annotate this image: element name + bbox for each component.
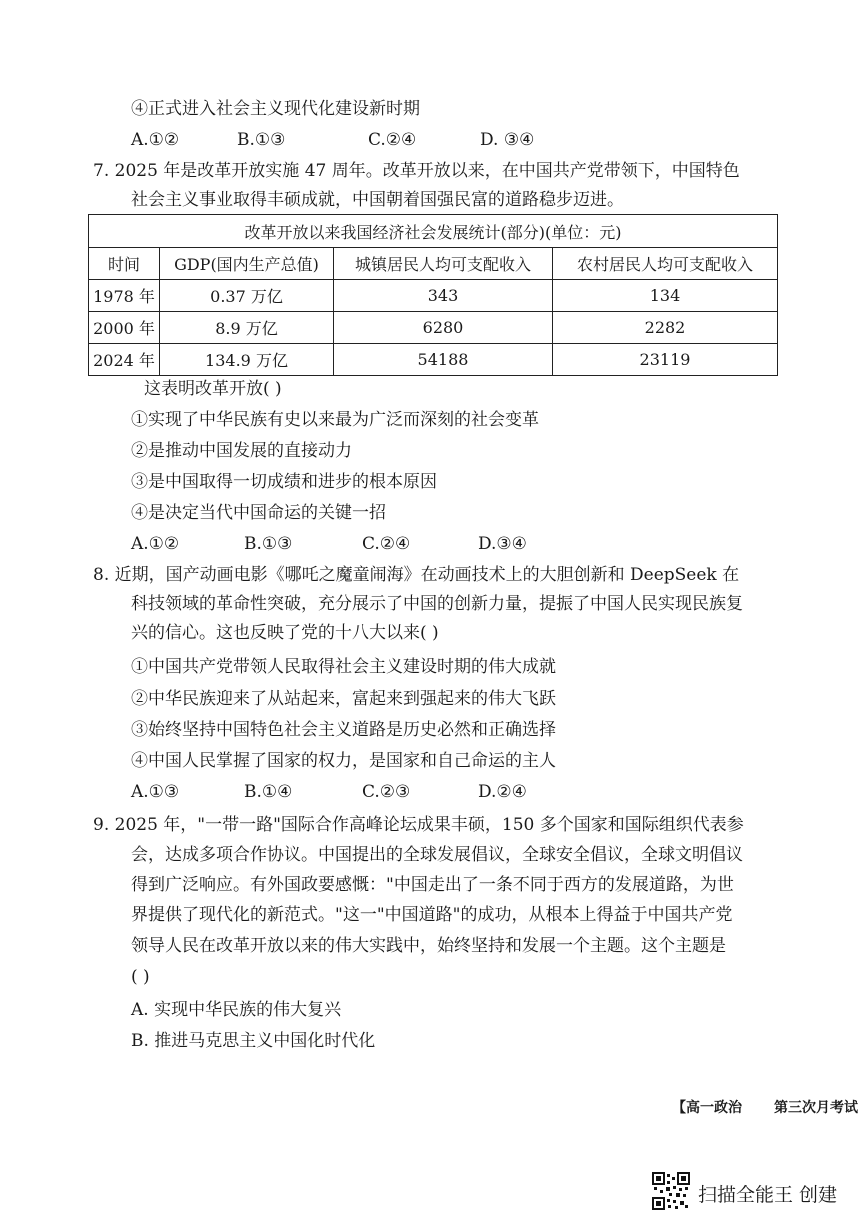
- q9-stem-line-5: 领导人民在改革开放以来的伟大实践中，始终坚持和发展一个主题。这个主题是: [131, 936, 726, 956]
- scanner-watermark-text: 扫描全能王 创建: [698, 1184, 838, 1206]
- q8-answer-choices: [131, 781, 527, 803]
- q6-answer-choices: [131, 129, 534, 151]
- q9-stem-line-3: 得到广泛响应。有外国政要感慨："中国走出了一条不同于西方的发展道路，为世: [131, 875, 734, 895]
- q8-answer-a: A.①③: [131, 782, 180, 802]
- q8-option-4: ④中国人民掌握了国家的权力，是国家和自己命运的主人: [131, 751, 556, 771]
- table-cell-urban: 54188: [334, 344, 553, 376]
- table-row: [89, 312, 778, 344]
- q8-stem-line-2: 科技领域的革命性突破，充分展示了中国的创新力量，提振了中国人民实现民族复: [131, 594, 743, 614]
- table-row: [89, 344, 778, 376]
- table-cell-gdp: 0.37 万亿: [160, 280, 334, 312]
- q9-stem-line-6: ( ): [131, 967, 150, 987]
- q8-stem-line-3: 兴的信心。这也反映了党的十八大以来( ): [131, 623, 439, 643]
- qr-code-icon: [652, 1172, 690, 1210]
- q6-option-4: ④正式进入社会主义现代化建设新时期: [131, 99, 420, 119]
- q7-answer-d: D.③④: [478, 534, 527, 554]
- page-footer: [672, 1097, 858, 1117]
- q7-option-3: ③是中国取得一切成绩和进步的根本原因: [131, 472, 437, 492]
- table-cell-rural: 134: [553, 280, 778, 312]
- q9-stem-line-4: 界提供了现代化的新范式。"这一"中国道路"的成功，从根本上得益于中国共产党: [131, 905, 733, 925]
- q9-option-a: A. 实现中华民族的伟大复兴: [131, 1000, 342, 1020]
- q7-answer-a: A.①②: [131, 534, 180, 554]
- q6-answer-d: D. ③④: [480, 130, 535, 150]
- q7-answer-b: B.①③: [244, 534, 293, 554]
- table-cell-year: 2000 年: [89, 312, 160, 344]
- table-header-urban-income: 城镇居民人均可支配收入: [334, 248, 553, 280]
- q9-option-b: B. 推进马克思主义中国化时代化: [131, 1031, 376, 1051]
- table-cell-year: 2024 年: [89, 344, 160, 376]
- table-cell-year: 1978 年: [89, 280, 160, 312]
- q6-answer-a: A.①②: [131, 130, 180, 150]
- table-cell-gdp: 134.9 万亿: [160, 344, 334, 376]
- table-header-gdp: GDP(国内生产总值): [160, 248, 334, 280]
- q7-option-2: ②是推动中国发展的直接动力: [131, 441, 352, 461]
- q9-stem-line-1: 9. 2025 年，"一带一路"国际合作高峰论坛成果丰硕，150 多个国家和国际组织代表参: [93, 815, 744, 835]
- q8-option-3: ③始终坚持中国特色社会主义道路是历史必然和正确选择: [131, 720, 556, 740]
- q7-statistics-table: [88, 214, 778, 376]
- table-row: [89, 280, 778, 312]
- q6-answer-c: C.②④: [368, 130, 417, 150]
- table-cell-rural: 23119: [553, 344, 778, 376]
- table-cell-rural: 2282: [553, 312, 778, 344]
- table-cell-gdp: 8.9 万亿: [160, 312, 334, 344]
- q7-answer-c: C.②④: [362, 534, 411, 554]
- q8-option-2: ②中华民族迎来了从站起来，富起来到强起来的伟大飞跃: [131, 689, 556, 709]
- q7-prompt: 这表明改革开放( ): [144, 379, 282, 399]
- table-header-time: 时间: [89, 248, 160, 280]
- q8-stem-line-1: 8. 近期，国产动画电影《哪吒之魔童闹海》在动画技术上的大胆创新和 DeepSeek 在: [93, 565, 740, 585]
- q6-answer-b: B.①③: [237, 130, 286, 150]
- table-header-rural-income: 农村居民人均可支配收入: [553, 248, 778, 280]
- q7-stem-line-1: 7. 2025 年是改革开放实施 47 周年。改革开放以来，在中国共产党带领下，中国特色: [93, 161, 740, 181]
- table-caption: 改革开放以来我国经济社会发展统计(部分)(单位：元): [89, 215, 778, 248]
- footer-exam: 第三次月考试: [774, 1100, 858, 1116]
- q7-option-4: ④是决定当代中国命运的关键一招: [131, 503, 386, 523]
- table-cell-urban: 343: [334, 280, 553, 312]
- table-header-row: [89, 248, 778, 280]
- footer-subject: 【高一政治: [672, 1100, 742, 1116]
- q7-option-1: ①实现了中华民族有史以来最为广泛而深刻的社会变革: [131, 410, 539, 430]
- q7-stem-line-2: 社会主义事业取得丰硕成就，中国朝着国强民富的道路稳步迈进。: [131, 190, 624, 210]
- table-cell-urban: 6280: [334, 312, 553, 344]
- q9-stem-line-2: 会，达成多项合作协议。中国提出的全球发展倡议，全球安全倡议，全球文明倡议: [131, 845, 743, 865]
- q7-answer-choices: [131, 533, 527, 555]
- q8-answer-d: D.②④: [478, 782, 527, 802]
- q8-answer-b: B.①④: [244, 782, 293, 802]
- q8-answer-c: C.②③: [362, 782, 411, 802]
- q8-option-1: ①中国共产党带领人民取得社会主义建设时期的伟大成就: [131, 657, 556, 677]
